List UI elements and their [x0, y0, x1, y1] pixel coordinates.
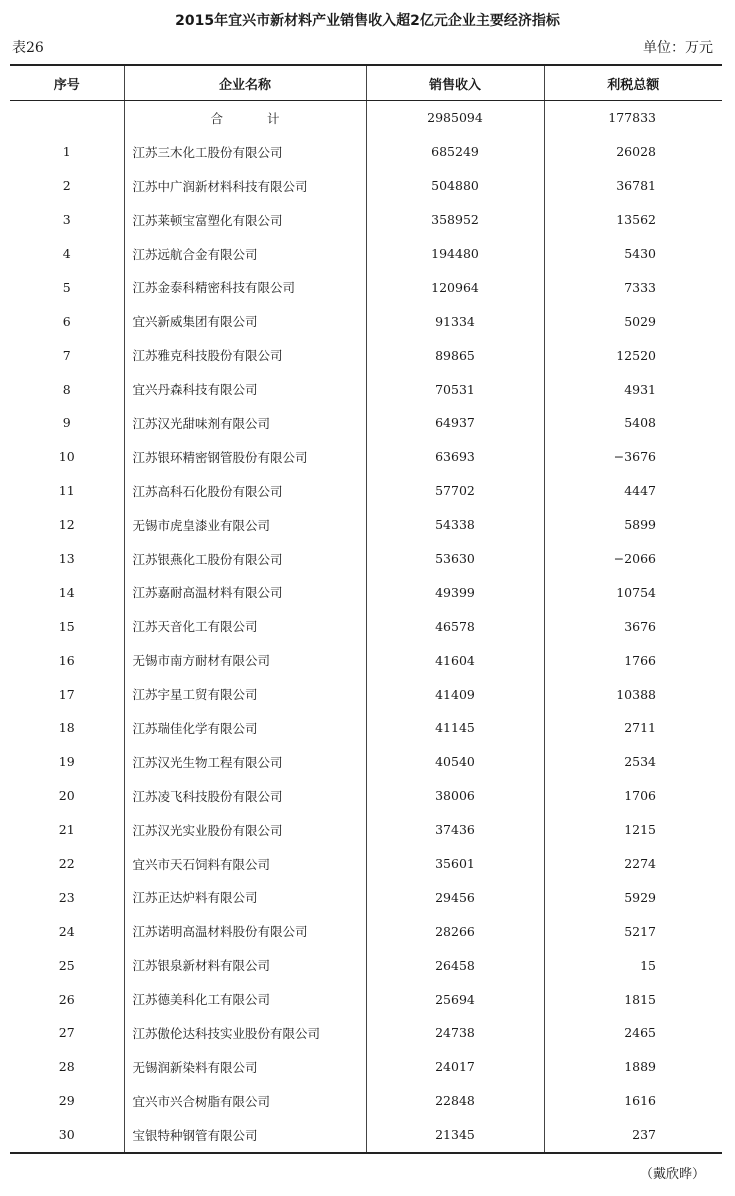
total-tax: 177833 [544, 101, 722, 135]
unit-label: 单位：万元 [643, 40, 713, 56]
table-title: 2015年宜兴市新材料产业销售收入超2亿元企业主要经济指标 [175, 13, 560, 29]
row-tax: 2534 [544, 745, 722, 779]
row-no: 19 [10, 745, 124, 779]
table-row [10, 135, 722, 169]
row-revenue: 358952 [366, 203, 544, 237]
row-tax: 5408 [544, 406, 722, 440]
row-company-name: 宝银特种钢管有限公司 [124, 1118, 366, 1153]
row-no: 30 [10, 1118, 124, 1153]
row-no: 13 [10, 542, 124, 576]
row-tax: 1766 [544, 643, 722, 677]
header-name: 企业名称 [124, 65, 366, 101]
total-revenue: 2985094 [366, 101, 544, 135]
table-row [10, 203, 722, 237]
row-tax: 4447 [544, 474, 722, 508]
table-row [10, 813, 722, 847]
row-no: 15 [10, 609, 124, 643]
row-revenue: 504880 [366, 169, 544, 203]
row-revenue: 24738 [366, 1016, 544, 1050]
row-tax: 4931 [544, 372, 722, 406]
table-row [10, 948, 722, 982]
table-row [10, 847, 722, 881]
row-no: 24 [10, 914, 124, 948]
row-revenue: 28266 [366, 914, 544, 948]
row-company-name: 江苏傲伦达科技实业股份有限公司 [124, 1016, 366, 1050]
row-tax: 1616 [544, 1084, 722, 1118]
row-no: 20 [10, 779, 124, 813]
table-row [10, 338, 722, 372]
row-revenue: 53630 [366, 542, 544, 576]
row-revenue: 46578 [366, 609, 544, 643]
table-row [10, 677, 722, 711]
table-row [10, 1118, 722, 1153]
row-no: 5 [10, 270, 124, 304]
table-row [10, 609, 722, 643]
row-company-name: 江苏天音化工有限公司 [124, 609, 366, 643]
row-company-name: 江苏雅克科技股份有限公司 [124, 338, 366, 372]
row-revenue: 37436 [366, 813, 544, 847]
row-revenue: 26458 [366, 948, 544, 982]
table-row [10, 711, 722, 745]
total-no [10, 101, 124, 135]
row-no: 27 [10, 1016, 124, 1050]
row-no: 22 [10, 847, 124, 881]
row-company-name: 无锡润新染料有限公司 [124, 1050, 366, 1084]
row-company-name: 江苏银环精密钢管股份有限公司 [124, 440, 366, 474]
row-tax: 2465 [544, 1016, 722, 1050]
table-row [10, 474, 722, 508]
row-tax: 7333 [544, 270, 722, 304]
row-company-name: 江苏三木化工股份有限公司 [124, 135, 366, 169]
row-company-name: 江苏诺明高温材料股份有限公司 [124, 914, 366, 948]
row-revenue: 57702 [366, 474, 544, 508]
table-row [10, 237, 722, 271]
table-row [10, 169, 722, 203]
row-revenue: 54338 [366, 508, 544, 542]
row-no: 25 [10, 948, 124, 982]
row-company-name: 无锡市南方耐材有限公司 [124, 643, 366, 677]
row-revenue: 38006 [366, 779, 544, 813]
row-no: 12 [10, 508, 124, 542]
table-row [10, 643, 722, 677]
table-row [10, 1084, 722, 1118]
row-no: 9 [10, 406, 124, 440]
row-company-name: 江苏德美科化工有限公司 [124, 982, 366, 1016]
row-company-name: 江苏瑞佳化学有限公司 [124, 711, 366, 745]
row-no: 14 [10, 575, 124, 609]
table-row [10, 406, 722, 440]
table-number: 表26 [12, 40, 44, 56]
table-row [10, 508, 722, 542]
row-no: 10 [10, 440, 124, 474]
row-tax: 1706 [544, 779, 722, 813]
row-no: 23 [10, 880, 124, 914]
row-tax: −2066 [544, 542, 722, 576]
row-company-name: 江苏金泰科精密科技有限公司 [124, 270, 366, 304]
row-company-name: 宜兴市天石饲料有限公司 [124, 847, 366, 881]
row-company-name: 江苏远航合金有限公司 [124, 237, 366, 271]
row-revenue: 22848 [366, 1084, 544, 1118]
row-no: 6 [10, 304, 124, 338]
row-tax: 237 [544, 1118, 722, 1153]
row-no: 28 [10, 1050, 124, 1084]
row-company-name: 江苏宇星工贸有限公司 [124, 677, 366, 711]
row-tax: 1889 [544, 1050, 722, 1084]
data-table [10, 64, 722, 1154]
header-no: 序号 [10, 65, 124, 101]
table-row [10, 440, 722, 474]
row-company-name: 江苏银燕化工股份有限公司 [124, 542, 366, 576]
row-revenue: 64937 [366, 406, 544, 440]
header-revenue: 销售收入 [366, 65, 544, 101]
table-row [10, 1050, 722, 1084]
row-company-name: 宜兴市兴合树脂有限公司 [124, 1084, 366, 1118]
row-tax: 5217 [544, 914, 722, 948]
row-tax: 36781 [544, 169, 722, 203]
row-revenue: 41409 [366, 677, 544, 711]
row-revenue: 35601 [366, 847, 544, 881]
row-tax: 10754 [544, 575, 722, 609]
row-tax: 26028 [544, 135, 722, 169]
row-company-name: 江苏中广润新材料科技有限公司 [124, 169, 366, 203]
table-row [10, 880, 722, 914]
row-no: 21 [10, 813, 124, 847]
row-no: 17 [10, 677, 124, 711]
row-tax: 2711 [544, 711, 722, 745]
row-revenue: 25694 [366, 982, 544, 1016]
row-no: 16 [10, 643, 124, 677]
row-no: 3 [10, 203, 124, 237]
row-company-name: 江苏正达炉料有限公司 [124, 880, 366, 914]
row-no: 11 [10, 474, 124, 508]
row-revenue: 685249 [366, 135, 544, 169]
row-no: 1 [10, 135, 124, 169]
row-revenue: 120964 [366, 270, 544, 304]
row-company-name: 江苏高科石化股份有限公司 [124, 474, 366, 508]
total-label: 合计 [124, 101, 366, 135]
row-no: 4 [10, 237, 124, 271]
row-revenue: 24017 [366, 1050, 544, 1084]
row-company-name: 江苏莱顿宝富塑化有限公司 [124, 203, 366, 237]
row-tax: 12520 [544, 338, 722, 372]
row-no: 7 [10, 338, 124, 372]
row-company-name: 江苏凌飞科技股份有限公司 [124, 779, 366, 813]
row-tax: 15 [544, 948, 722, 982]
table-row [10, 372, 722, 406]
row-tax: −3676 [544, 440, 722, 474]
table-row [10, 914, 722, 948]
header-tax: 利税总额 [544, 65, 722, 101]
row-tax: 3676 [544, 609, 722, 643]
row-company-name: 江苏汉光生物工程有限公司 [124, 745, 366, 779]
row-revenue: 89865 [366, 338, 544, 372]
row-tax: 5430 [544, 237, 722, 271]
table-row [10, 575, 722, 609]
row-no: 29 [10, 1084, 124, 1118]
row-revenue: 29456 [366, 880, 544, 914]
row-company-name: 无锡市虎皇漆业有限公司 [124, 508, 366, 542]
table-row [10, 745, 722, 779]
row-no: 8 [10, 372, 124, 406]
row-revenue: 40540 [366, 745, 544, 779]
row-revenue: 194480 [366, 237, 544, 271]
row-revenue: 21345 [366, 1118, 544, 1153]
row-tax: 5899 [544, 508, 722, 542]
row-company-name: 宜兴丹森科技有限公司 [124, 372, 366, 406]
table-row [10, 1016, 722, 1050]
row-tax: 5929 [544, 880, 722, 914]
row-company-name: 江苏银泉新材料有限公司 [124, 948, 366, 982]
table-row [10, 542, 722, 576]
row-revenue: 41604 [366, 643, 544, 677]
table-row [10, 982, 722, 1016]
row-tax: 2274 [544, 847, 722, 881]
row-company-name: 江苏汉光甜味剂有限公司 [124, 406, 366, 440]
table-row [10, 270, 722, 304]
header-row [10, 65, 722, 101]
row-tax: 1215 [544, 813, 722, 847]
row-revenue: 49399 [366, 575, 544, 609]
row-revenue: 63693 [366, 440, 544, 474]
row-company-name: 宜兴新威集团有限公司 [124, 304, 366, 338]
table-row [10, 779, 722, 813]
row-no: 2 [10, 169, 124, 203]
row-company-name: 江苏汉光实业股份有限公司 [124, 813, 366, 847]
row-tax: 10388 [544, 677, 722, 711]
row-revenue: 91334 [366, 304, 544, 338]
row-no: 18 [10, 711, 124, 745]
row-tax: 1815 [544, 982, 722, 1016]
total-row [10, 101, 722, 135]
source-credit: （戴欣晔） [639, 1167, 705, 1182]
row-tax: 5029 [544, 304, 722, 338]
row-revenue: 41145 [366, 711, 544, 745]
row-tax: 13562 [544, 203, 722, 237]
row-no: 26 [10, 982, 124, 1016]
row-revenue: 70531 [366, 372, 544, 406]
table-row [10, 304, 722, 338]
row-company-name: 江苏嘉耐高温材料有限公司 [124, 575, 366, 609]
